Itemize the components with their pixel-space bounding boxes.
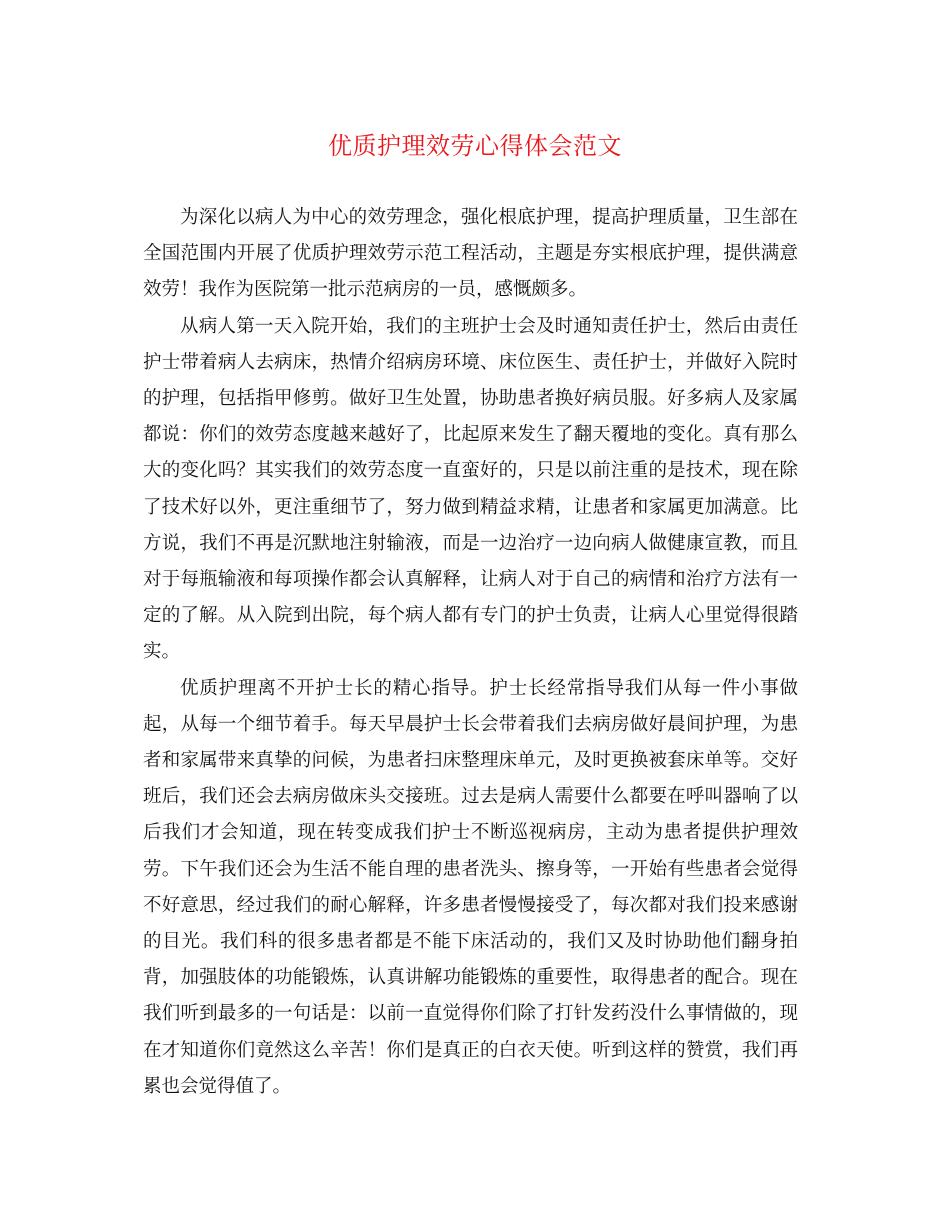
- paragraph-1: 为深化以病人为中心的效劳理念，强化根底护理，提高护理质量，卫生部在全国范围内开展了优质护理效劳示范工程活动，主题是夯实根底护理，提供满意效劳！我作为医院第一批示范病房的一员，感慨颇多。: [143, 207, 798, 301]
- paragraph-2: 从病人第一天入院开始，我们的主班护士会及时通知责任护士，然后由责任护士带着病人去病床，热情介绍病房环境、床位医生、责任护士，并做好入院时的护理，包括指甲修剪。做好卫生处置，协助患者换好病员服。好多病人及家属都说：你们的效劳态度越来越好了，比起原来发生了翻天覆地的变化。真有那么大的变化吗？其实我们的效劳态度一直蛮好的，只是以前注重的是技术，现在除了技术好以外，更注重细节了，努力做到精益求精，让患者和家属更加满意。比方说，我们不再是沉默地注射输液，而是一边治疗一边向病人做健康宣教，而且对于每瓶输液和每项操作都会认真解释，让病人对于自己的病情和治疗方法有一定的了解。从入院到出院，每个病人都有专门的护士负责，让病人心里觉得很踏实。: [143, 315, 798, 663]
- document-title: 优质护理效劳心得体会范文: [328, 132, 622, 160]
- document-body: [143, 200, 798, 1105]
- paragraph-3: 优质护理离不开护士长的精心指导。护士长经常指导我们从每一件小事做起，从每一个细节着手。每天早晨护士长会带着我们去病房做好晨间护理，为患者和家属带来真挚的问候，为患者扫床整理床单元，及时更换被套床单等。交好班后，我们还会去病房做床头交接班。过去是病人需要什么都要在呼叫器响了以后我们才会知道，现在转变成我们护士不断巡视病房，主动为患者提供护理效劳。下午我们还会为生活不能自理的患者洗头、擦身等，一开始有些患者会觉得不好意思，经过我们的耐心解释，许多患者慢慢接受了，每次都对我们投来感谢的目光。我们科的很多患者都是不能下床活动的，我们又及时协助他们翻身拍背，加强肢体的功能锻炼，认真讲解功能锻炼的重要性，取得患者的配合。现在我们听到最多的一句话是：以前一直觉得你们除了打针发药没什么事情做的，现在才知道你们竟然这么辛苦！你们是真正的白衣天使。听到这样的赞赏，我们再累也会觉得值了。: [143, 677, 798, 1097]
